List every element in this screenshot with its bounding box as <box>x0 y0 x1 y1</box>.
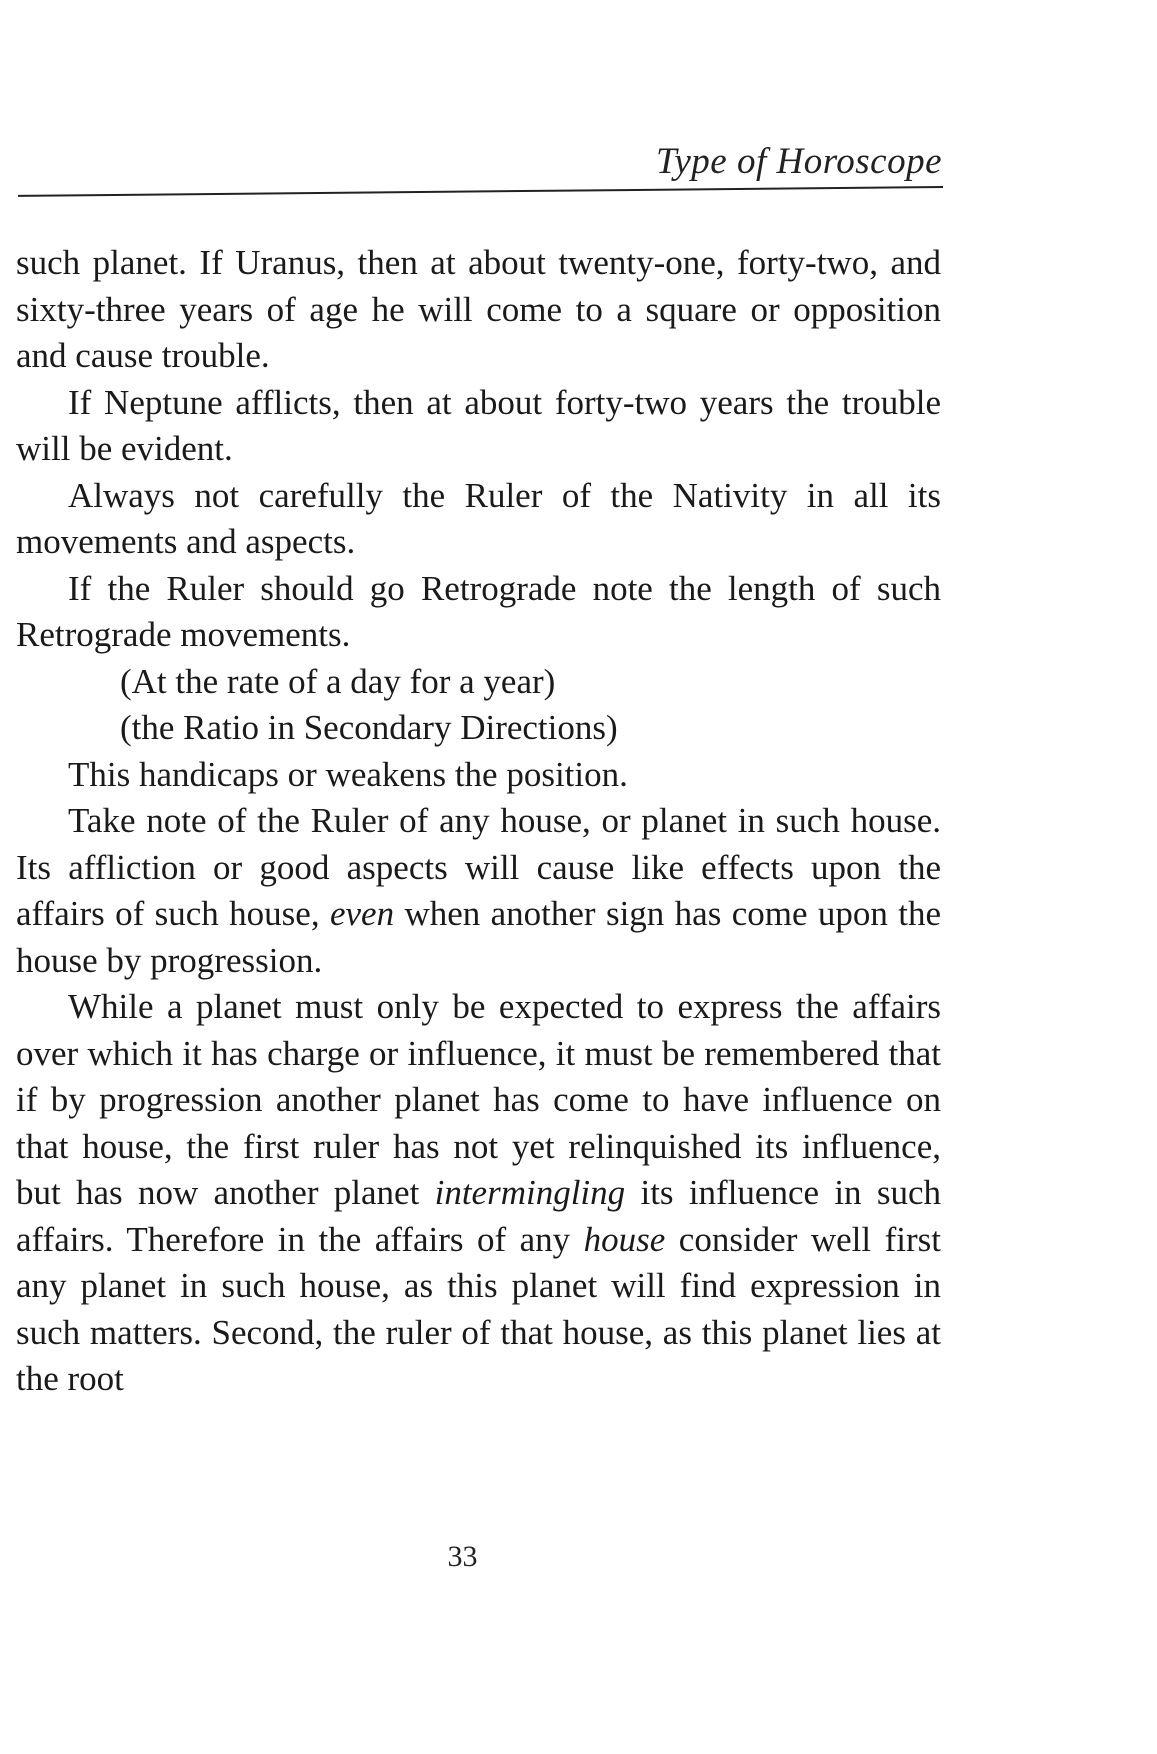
paragraph-handicaps: This handicaps or weakens the position. <box>68 754 628 794</box>
paragraph-planet-expression <box>16 984 941 1403</box>
body-text <box>16 240 941 1403</box>
text-segment: Take note of the Ruler of any house, or planet in such house. Its affliction or good aspects will cause like effects upon the affairs of such house, <box>16 801 941 933</box>
running-head: Type of Horoscope <box>656 141 942 182</box>
text-segment: when another sign has come upon the house by progression. <box>16 894 942 980</box>
text-segment: its influence in such affairs. Therefore in the affairs of any <box>16 1173 942 1259</box>
paragraph-uranus: such planet. If Uranus, then at about twenty-one, forty-two, and sixty-three years of age he will come to a square or opposition and cause trouble. <box>16 243 941 375</box>
paragraph-retrograde: If the Ruler should go Retrograde note the length of such Retrograde movements. <box>16 568 941 654</box>
paragraph-ruler-nativity: Always not carefully the Ruler of the Nativity in all its movements and aspects. <box>16 475 941 561</box>
text-segment: consider well first any planet in such house, as this planet will find expression in such matters. Second, the ruler of that house, as this planet lies at the root <box>16 1219 941 1398</box>
emphasis-intermingling: intermingling <box>434 1173 626 1212</box>
paragraph-ruler-house <box>16 798 941 984</box>
paragraph-neptune: If Neptune afflicts, then at about forty-two years the trouble will be evident. <box>16 382 941 468</box>
note-ratio: (the Ratio in Secondary Directions) <box>120 708 618 747</box>
emphasis-house: house <box>583 1219 666 1259</box>
emphasis-even: even <box>329 894 395 933</box>
header-rule <box>18 186 943 197</box>
page-number: 33 <box>447 1540 478 1573</box>
note-rate: (At the rate of a day for a year) <box>120 661 556 701</box>
text-segment: While a planet must only be expected to express the affairs over which it has charge or influence, it must be remembered that if by progression another planet has come to have influence on that house, the first ruler has not yet relinquished its influence, but has now another planet <box>16 987 941 1212</box>
